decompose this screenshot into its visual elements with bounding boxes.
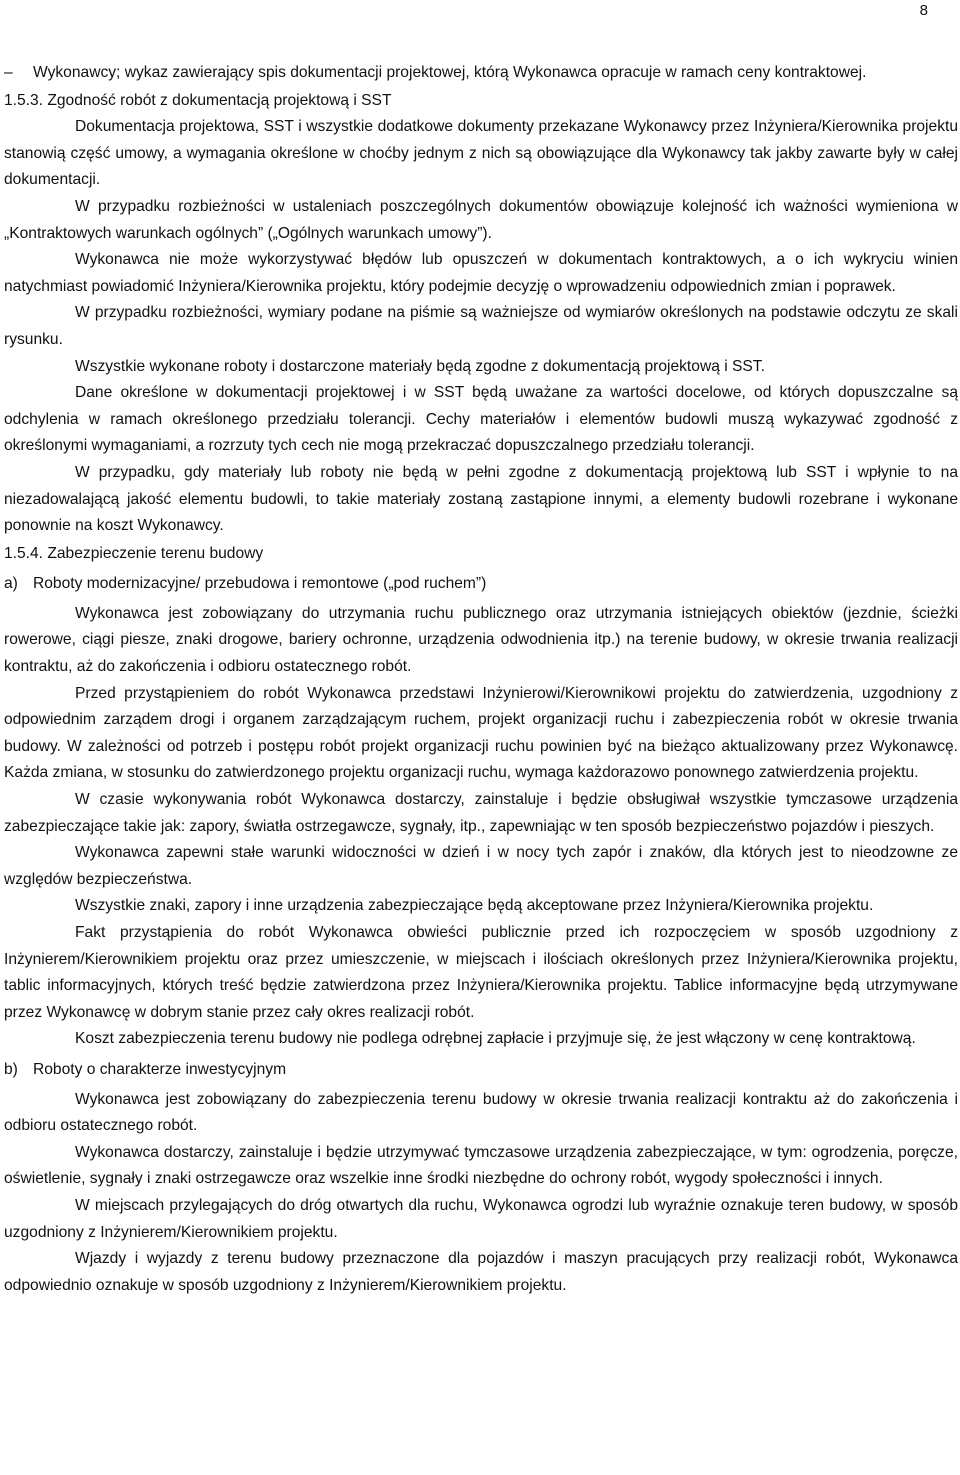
section-number: 1.5.3.	[4, 91, 44, 109]
paragraph: Dane określone w dokumentacji projektowej i w SST będą uważane za wartości docelowe, od których dopuszczalne są odchylenia w ramach określonego przedziału tolerancji. Cechy materiałów i elementów budowli muszą wykazywać zgodność z określonymi wymaganiami, a rozrzuty tych cech nie mogą przekraczać dopuszczalnego przedziału tolerancji.	[4, 384, 958, 455]
subsection-title: Roboty o charakterze inwestycyjnym	[33, 1060, 287, 1078]
subsection-title: Roboty modernizacyjne/ przebudowa i remontowe („pod ruchem”)	[33, 575, 487, 593]
paragraph: Wykonawca dostarczy, zainstaluje i będzie utrzymywać tymczasowe urządzenia zabezpieczające, w tym: ogrodzenia, poręcze, oświetlenie, sygnały i znaki ostrzegawcze oraz wszelkie inne środki niezbędne do ochrony robót, wygody społeczności i innych.	[4, 1143, 958, 1188]
paragraph: Wykonawca jest zobowiązany do utrzymania ruchu publicznego oraz utrzymania istniejących obiektów (jezdnie, ścieżki rowerowe, ciągi piesze, znaki drogowe, bariery ochronne, urządzenia odwodnienia itp.) na terenie budowy, w okresie trwania realizacji kontraktu, aż do zakończenia i odbioru ostatecznego robót.	[4, 604, 958, 676]
paragraph: Wjazdy i wyjazdy z terenu budowy przeznaczone dla pojazdów i maszyn pracujących przy realizacji robót, Wykonawca odpowiednio oznakuje w sposób uzgodniony z Inżynierem/Kierownikiem projektu.	[4, 1250, 958, 1294]
paragraph: W czasie wykonywania robót Wykonawca dostarczy, zainstaluje i będzie obsługiwał wszystkie tymczasowe urządzenia zabezpieczające takie jak: zapory, światła ostrzegawcze, sygnały, itp., zapewniając w ten sposób bezpieczeństwo pojazdów i pieszych.	[4, 791, 958, 835]
paragraph: Fakt przystąpienia do robót Wykonawca obwieści publicznie przed ich rozpoczęciem w sposób uzgodniony z Inżynierem/Kierownikiem projektu oraz przez umieszczenie, w miejscach i ilościach określonych przez Inżyniera/Kierownika projektu, tablic informacyjnych, których treść będzie zatwierdzona przez Inżyniera/Kierownika projektu. Tablice informacyjne będą utrzymywane przez Wykonawcę w dobrym stanie przez cały okres realizacji robót.	[4, 924, 958, 1021]
paragraph: Wykonawca jest zobowiązany do zabezpieczenia terenu budowy w okresie trwania realizacji kontraktu aż do zakończenia i odbioru ostatecznego robót.	[4, 1090, 958, 1135]
paragraph: Wszystkie znaki, zapory i inne urządzenia zabezpieczające będą akceptowane przez Inżyniera/Kierownika projektu.	[75, 897, 874, 915]
section-title: Zabezpieczenie terenu budowy	[47, 544, 264, 562]
paragraph: W przypadku rozbieżności w ustaleniach poszczególnych dokumentów obowiązuje kolejność ich ważności wymieniona w „Kontraktowych warunkach ogólnych” („Ogólnych warunkach umowy”).	[4, 197, 958, 242]
paragraph: Wszystkie wykonane roboty i dostarczone materiały będą zgodne z dokumentacją projektową i SST.	[75, 357, 765, 375]
paragraph: W przypadku, gdy materiały lub roboty nie będą w pełni zgodne z dokumentacją projektową lub SST i wpłynie to na niezadowalającą jakość elementu budowli, to takie materiały zostaną zastąpione innymi, a elementy budowli rozebrane i wykonane ponownie na koszt Wykonawcy.	[4, 463, 958, 535]
list-item	[4, 60, 958, 87]
section-heading-153	[4, 88, 958, 115]
paragraph: Wykonawca nie może wykorzystywać błędów lub opuszczeń w dokumentach kontraktowych, a o ich wykryciu winien natychmiast powiadomić Inżyniera/Kierownika projektu, który podejmie decyzję o wprowadzeniu odpowiednich zmian i poprawek.	[4, 251, 958, 295]
subsection-label: a)	[4, 575, 18, 593]
subsection-heading-a	[4, 571, 958, 598]
section-number: 1.5.4.	[4, 544, 44, 562]
dash-bullet: –	[4, 64, 13, 81]
section-heading-154	[4, 541, 958, 568]
paragraph: Wykonawca zapewni stałe warunki widoczności w dzień i w nocy tych zapór i znaków, dla których jest to nieodzowne ze względów bezpieczeństwa.	[4, 844, 958, 888]
paragraph: Przed przystąpieniem do robót Wykonawca przedstawi Inżynierowi/Kierownikowi projektu do zatwierdzenia, uzgodniony z odpowiednim zarządem drogi i organem zarządzającym ruchem, projekt organizacji ruchu i zabezpieczenia robót w okresie trwania budowy. W zależności od potrzeb i postępu robót projekt organizacji ruchu powinien być na bieżąco aktualizowany przez Wykonawcę. Każda zmiana, w stosunku do zatwierdzonego projektu organizacji ruchu, wymaga każdorazowo ponownego zatwierdzenia projektu.	[4, 684, 958, 782]
subsection-label: b)	[4, 1060, 18, 1078]
paragraph: W przypadku rozbieżności, wymiary podane na piśmie są ważniejsze od wymiarów określonych na podstawie odczytu ze skali rysunku.	[4, 304, 958, 348]
page-number: 8	[919, 2, 928, 19]
paragraph: Dokumentacja projektowa, SST i wszystkie dodatkowe dokumenty przekazane Wykonawcy przez Inżyniera/Kierownika projektu stanowią część umowy, a wymagania określone w choćby jednym z nich są obowiązujące dla Wykonawcy tak jakby zawarte były w całej dokumentacji.	[4, 118, 958, 189]
paragraph: W miejscach przylegających do dróg otwartych dla ruchu, Wykonawca ogrodzi lub wyraźnie oznakuje teren budowy, w sposób uzgodniony z Inżynierem/Kierownikiem projektu.	[4, 1196, 958, 1241]
section-title: Zgodność robót z dokumentacją projektową i SST	[47, 91, 392, 109]
list-item-text: Wykonawcy; wykaz zawierający spis dokumentacji projektowej, którą Wykonawca opracuje w ramach ceny kontraktowej.	[33, 64, 867, 81]
document-body	[4, 60, 958, 1299]
paragraph: Koszt zabezpieczenia terenu budowy nie podlega odrębnej zapłacie i przyjmuje się, że jest włączony w cenę kontraktową.	[75, 1030, 916, 1048]
subsection-heading-b	[4, 1057, 958, 1084]
